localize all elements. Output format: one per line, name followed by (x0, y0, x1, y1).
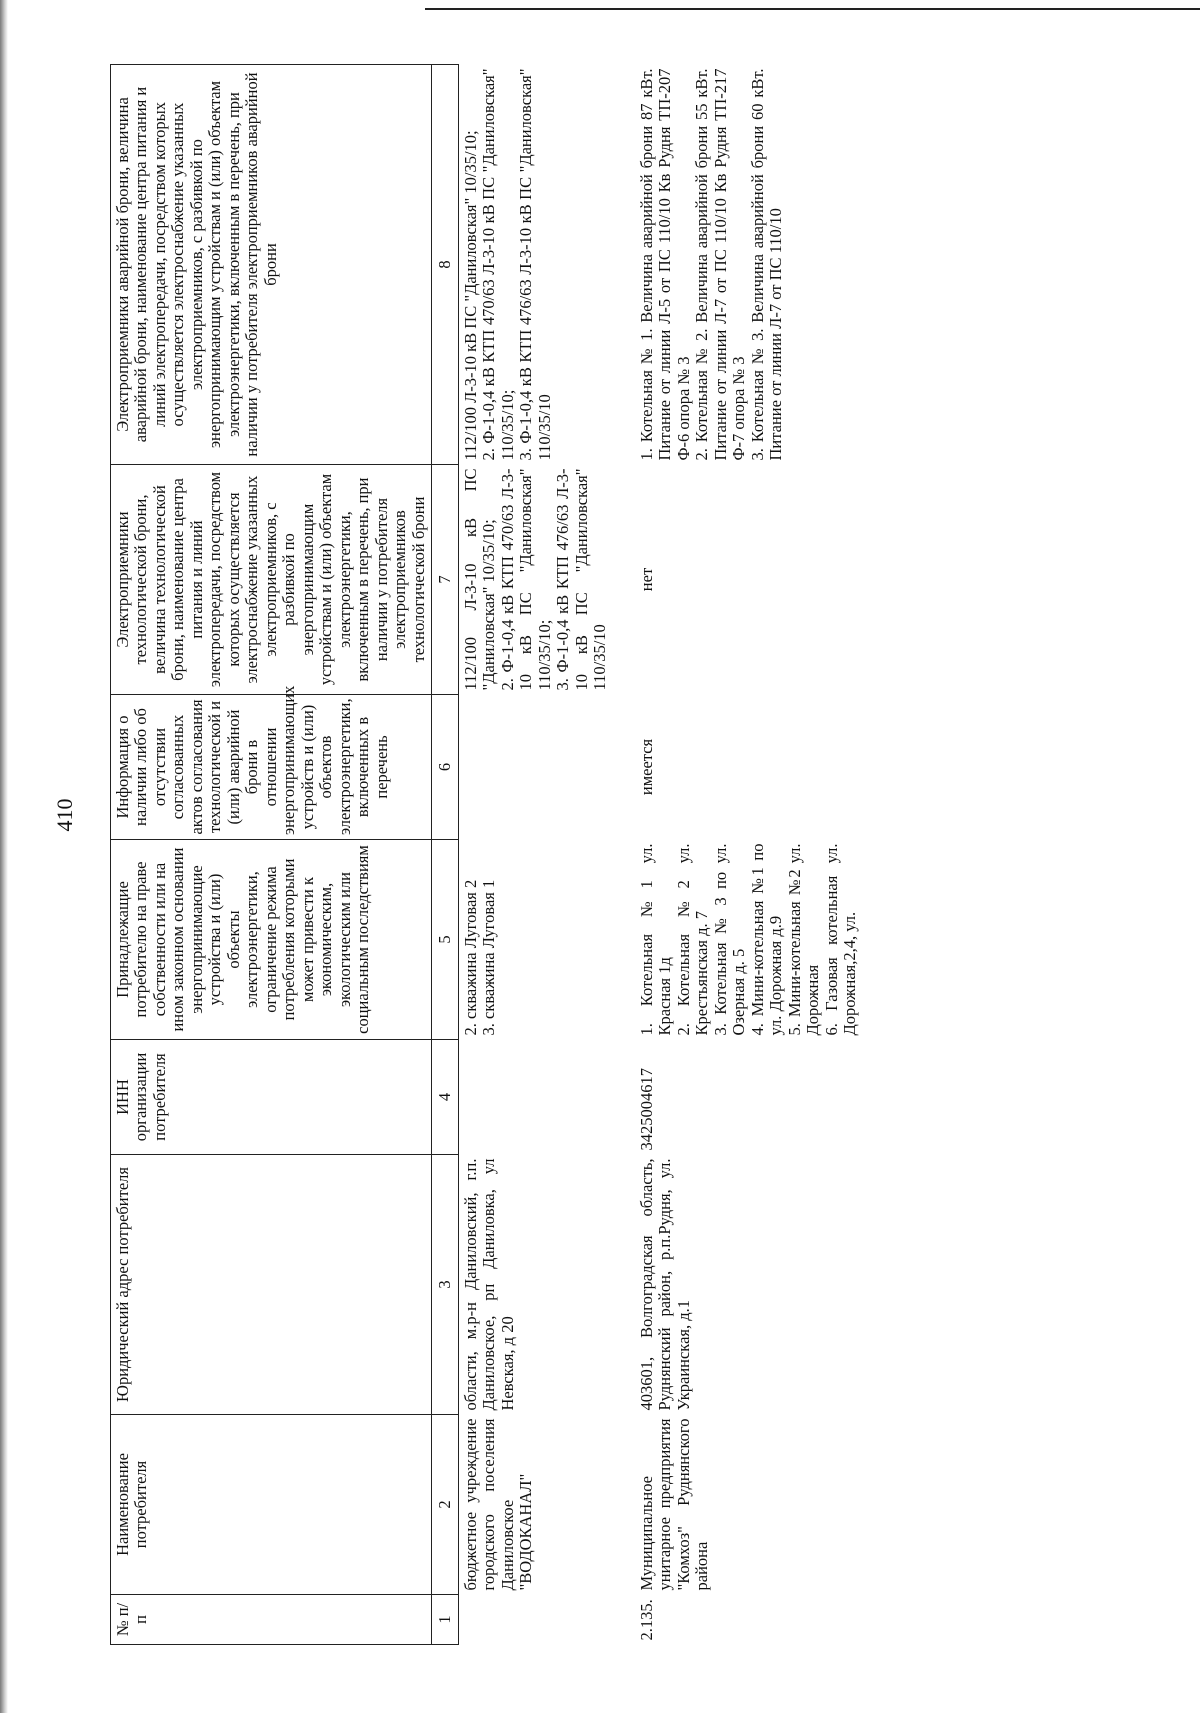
device-item: 3. Котельная № 3 по ул. Озерная д. 5 (710, 843, 749, 1036)
header-row (111, 65, 432, 1645)
header-cell: Электроприемники технологической брони, величина технологической брони, наименование центра питания и линий электропередачи, посредством которых осуществляется электроснабжение указанных электроприемников, с разбивкой по энергопринимающим устройствам и (или) объектам электроэнергетики, включенным в перечень, при наличии у потребителя электроприемников технологической брони (111, 465, 432, 695)
consumer-table (110, 64, 911, 1645)
tech-reserve-cell (458, 465, 635, 695)
column-number: 3 (431, 1155, 458, 1415)
devices-cell (635, 840, 911, 1040)
consumer-address: 403601, Волгоградская область, Руднянский район, р.п.Рудня, ул. Украинская, д.1 (636, 1158, 693, 1411)
column-number-row (431, 65, 458, 1645)
consumer-name: бюджетное учреждение городского поселения Даниловское "ВОДОКАНАЛ" (460, 1418, 536, 1591)
column-number: 1 (431, 1595, 458, 1645)
emergency-reserve-item: 112/100 Л-3-10 кВ ПС "Даниловская" 10/35/10; (460, 130, 480, 461)
device-item: 2. скважина Луговая 2 (460, 879, 480, 1036)
column-number: 6 (431, 695, 458, 840)
device-item: 5. Мини-котельная №2 ул. Дорожная (784, 843, 823, 1036)
emergency-reserve-cell (635, 65, 911, 465)
scan-top-line (425, 0, 1200, 10)
emergency-reserve-cell (458, 65, 635, 465)
table-row (458, 65, 635, 1645)
header-cell: ИНН организации потребителя (111, 1040, 432, 1155)
tech-reserve-item: 3. Ф-1-0,4 кВ КТП 476/63 Л-3-10 кВ ПС "Даниловская" 110/35/10 (553, 468, 610, 691)
device-item: 4. Мини-котельная №1 по ул. Дорожная д.9 (747, 843, 786, 1036)
header-cell: Принадлежащие потребителю на праве собственности или на ином законном основании энергопринимающие устройства и (или) объекты электроэнергетики, ограничение режима потребления которыми может привести к экономическим, экологическим или социальным последствиям (111, 840, 432, 1040)
device-item: 2. Котельная №2 ул. Крестьянская д. 7 (673, 843, 712, 1036)
header-cell: Информация о наличии либо об отсутствии согласованных актов согласования технологической и (или) аварийной брони в отношении энергопринимающих устройств и (или) объектов электроэнергетики, включенных в перечень (111, 695, 432, 840)
emergency-reserve-item: 2. Ф-1-0,4 кВ КТП 470/63 Л-3-10 кВ ПС "Даниловская" 110/35/10; (479, 68, 517, 461)
emergency-reserve-item: 3. Ф-1-0,4 кВ КТП 476/63 Л-3-10 кВ ПС "Даниловская" 110/35/10 (516, 68, 554, 461)
device-item: 3. скважина Луговая 1 (479, 879, 499, 1036)
emergency-reserve-item: 2. Котельная № 2. Величина аварийной брони 55 кВт. Питание от линии Л-7 от ПС 110/10 Кв Рудня ТП-217 Ф-7 опора № 3 (692, 68, 749, 461)
emergency-reserve-item: 1. Котельная № 1. Величина аварийной брони 87 кВт. Питание от линии Л-5 от ПС 110/10 Кв Рудня ТП-207 Ф-6 опора № 3 (636, 68, 693, 461)
devices-cell (458, 840, 635, 1040)
emergency-reserve-item: 3. Котельная № 3. Величина аварийной брони 60 кВт. Питание от линии Л-7 от ПС 110/10 (747, 68, 786, 461)
column-number: 4 (431, 1040, 458, 1155)
agreement-info (458, 695, 635, 840)
column-number: 7 (431, 465, 458, 695)
header-cell: Наименование потребителя (111, 1415, 432, 1595)
consumer-address: области, м.р-н Даниловский, г.п. Даниловское, рп Даниловка, ул Невская, д 20 (460, 1158, 517, 1411)
table-row (635, 65, 911, 1645)
header-cell: Электроприемники аварийной брони, величина аварийной брони, наименование центра питания и линий электропередачи, посредством которых осуществляется электроснабжение указанных электроприемников, с разбивкой по энергопринимающим устройствам и (или) объектам электроэнергетики, включенным в перечень, при наличии у потребителя электроприемников аварийной брони (111, 65, 432, 465)
rotated-table-container (110, 65, 1100, 1645)
column-number: 8 (431, 65, 458, 465)
device-item: 6. Газовая котельная ул. Дорожная,2,4, ул. (821, 843, 860, 1036)
consumer-inn (458, 1040, 635, 1155)
column-number: 5 (431, 840, 458, 1040)
row-number (458, 1595, 635, 1645)
device-item: 1. Котельная №1 ул. Красная 1д (636, 843, 675, 1036)
tech-reserve-item: нет (636, 567, 656, 592)
consumer-name: Муниципальное унитарное предприятия "Комхоз" Руднянского района (636, 1418, 712, 1591)
page-number: 410 (52, 798, 77, 832)
tech-reserve-item: 112/100 Л-3-10 кВ ПС "Даниловская" 10/35/10; (460, 468, 499, 691)
header-cell: Юридический адрес потребителя (111, 1155, 432, 1415)
consumer-inn: 3425004617 (636, 1068, 656, 1151)
row-number: 2.135. (636, 1599, 656, 1641)
tech-reserve-cell (635, 465, 911, 695)
scan-edge-shadow (0, 0, 8, 1713)
tech-reserve-item: 2. Ф-1-0,4 кВ КТП 470/63 Л-3-10 кВ ПС "Даниловская" 110/35/10; (497, 468, 554, 691)
agreement-info: имеется (636, 738, 656, 796)
header-cell: № п/п (111, 1595, 432, 1645)
column-number: 2 (431, 1415, 458, 1595)
